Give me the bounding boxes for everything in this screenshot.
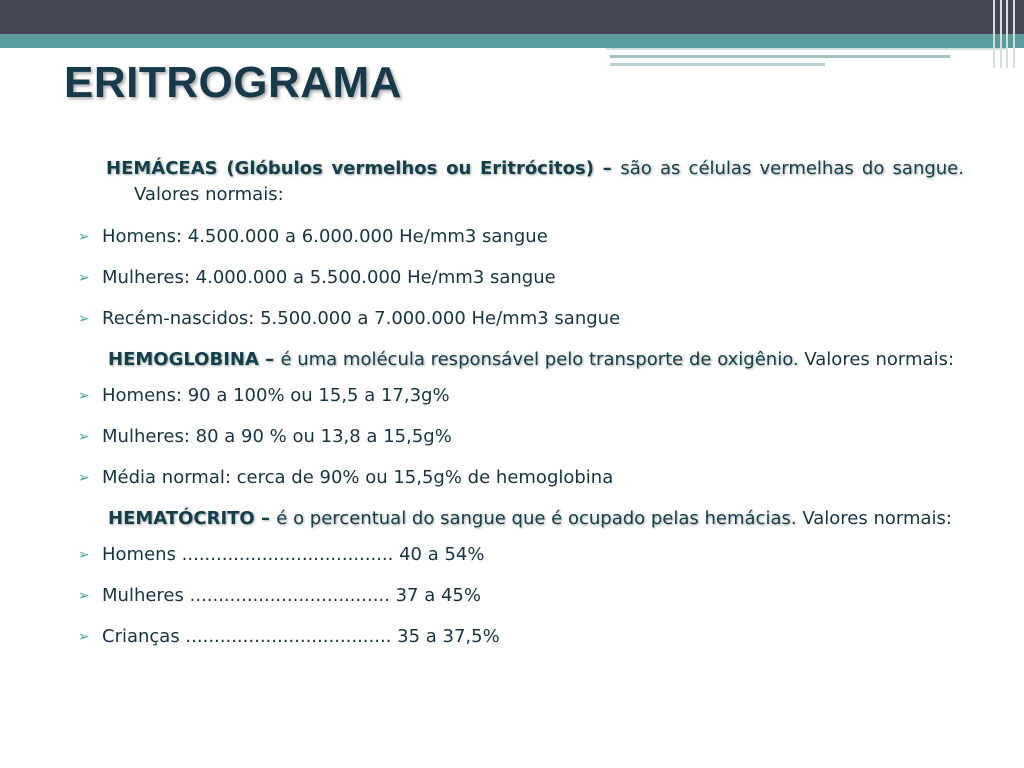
hemaceas-normal-label: Valores normais: [134,184,284,205]
arrow-bullet-icon: ➢ [78,388,90,404]
decor-vline-4 [1013,0,1015,68]
hemoglobina-item-homens: Homens: 90 a 100% ou 15,5 a 17,3g% [102,385,450,406]
hemoglobina-item-mulheres: Mulheres: 80 a 90 % ou 13,8 a 15,5g% [102,426,452,447]
list-item [78,424,964,465]
list-item [78,265,964,306]
list-item [78,465,964,506]
hemaceas-item-homens: Homens: 4.500.000 a 6.000.000 He/mm3 sangue [102,226,548,247]
hematocrito-term: HEMATÓCRITO [108,508,255,529]
hematocrito-definition [78,506,964,532]
hemoglobina-def-text: é uma molécula responsável pelo transporte de oxigênio. [280,349,799,370]
hemaceas-definition [78,156,964,208]
decor-vline-2 [1000,0,1002,68]
decor-line-1 [606,48,1006,70]
decor-line-3 [610,63,825,66]
hematocrito-def-text: é o percentual do sangue que é ocupado pelas hemácias. [276,508,797,529]
arrow-bullet-icon: ➢ [78,270,90,286]
hemaceas-dash: – [593,158,621,179]
list-item [78,306,964,347]
slide-content [78,156,964,665]
list-item [78,224,964,265]
hematocrito-dash: – [254,508,277,529]
arrow-bullet-icon: ➢ [78,311,90,327]
hematocrito-item-homens: Homens ..................................... 40 a 54% [102,544,485,565]
hemaceas-term: HEMÁCEAS (Glóbulos vermelhos ou Eritrócitos) [106,158,594,179]
arrow-bullet-icon: ➢ [78,429,90,445]
hemoglobina-definition [78,347,964,373]
hematocrito-normal-label: Valores normais: [796,508,952,529]
list-item [78,583,964,624]
hemaceas-def-text: são as células vermelhas do sangue. [620,158,964,179]
list-item [78,624,964,665]
list-item [78,383,964,424]
hemoglobina-dash: – [258,349,281,370]
decor-vline-3 [1006,0,1008,68]
hemoglobina-item-media: Média normal: cerca de 90% ou 15,5g% de hemoglobina [102,467,614,488]
list-item [78,542,964,583]
arrow-bullet-icon: ➢ [78,629,90,645]
arrow-bullet-icon: ➢ [78,547,90,563]
hematocrito-item-criancas: Crianças .................................... 35 a 37,5% [102,626,500,647]
hemoglobina-normal-label: Valores normais: [798,349,955,370]
hematocrito-item-mulheres: Mulheres ................................... 37 a 45% [102,585,481,606]
hemaceas-item-mulheres: Mulheres: 4.000.000 a 5.500.000 He/mm3 sangue [102,267,556,288]
arrow-bullet-icon: ➢ [78,229,90,245]
arrow-bullet-icon: ➢ [78,470,90,486]
hemaceas-item-recem-nascidos: Recém-nascidos: 5.500.000 a 7.000.000 He/mm3 sangue [102,308,621,329]
slide-title: ERITROGRAMA [64,58,402,107]
decor-line-2 [610,55,950,58]
decor-vline-1 [993,0,995,68]
top-dark-bar [0,0,1024,34]
hemoglobina-term: HEMOGLOBINA [108,349,259,370]
top-teal-bar [0,34,1024,48]
arrow-bullet-icon: ➢ [78,588,90,604]
